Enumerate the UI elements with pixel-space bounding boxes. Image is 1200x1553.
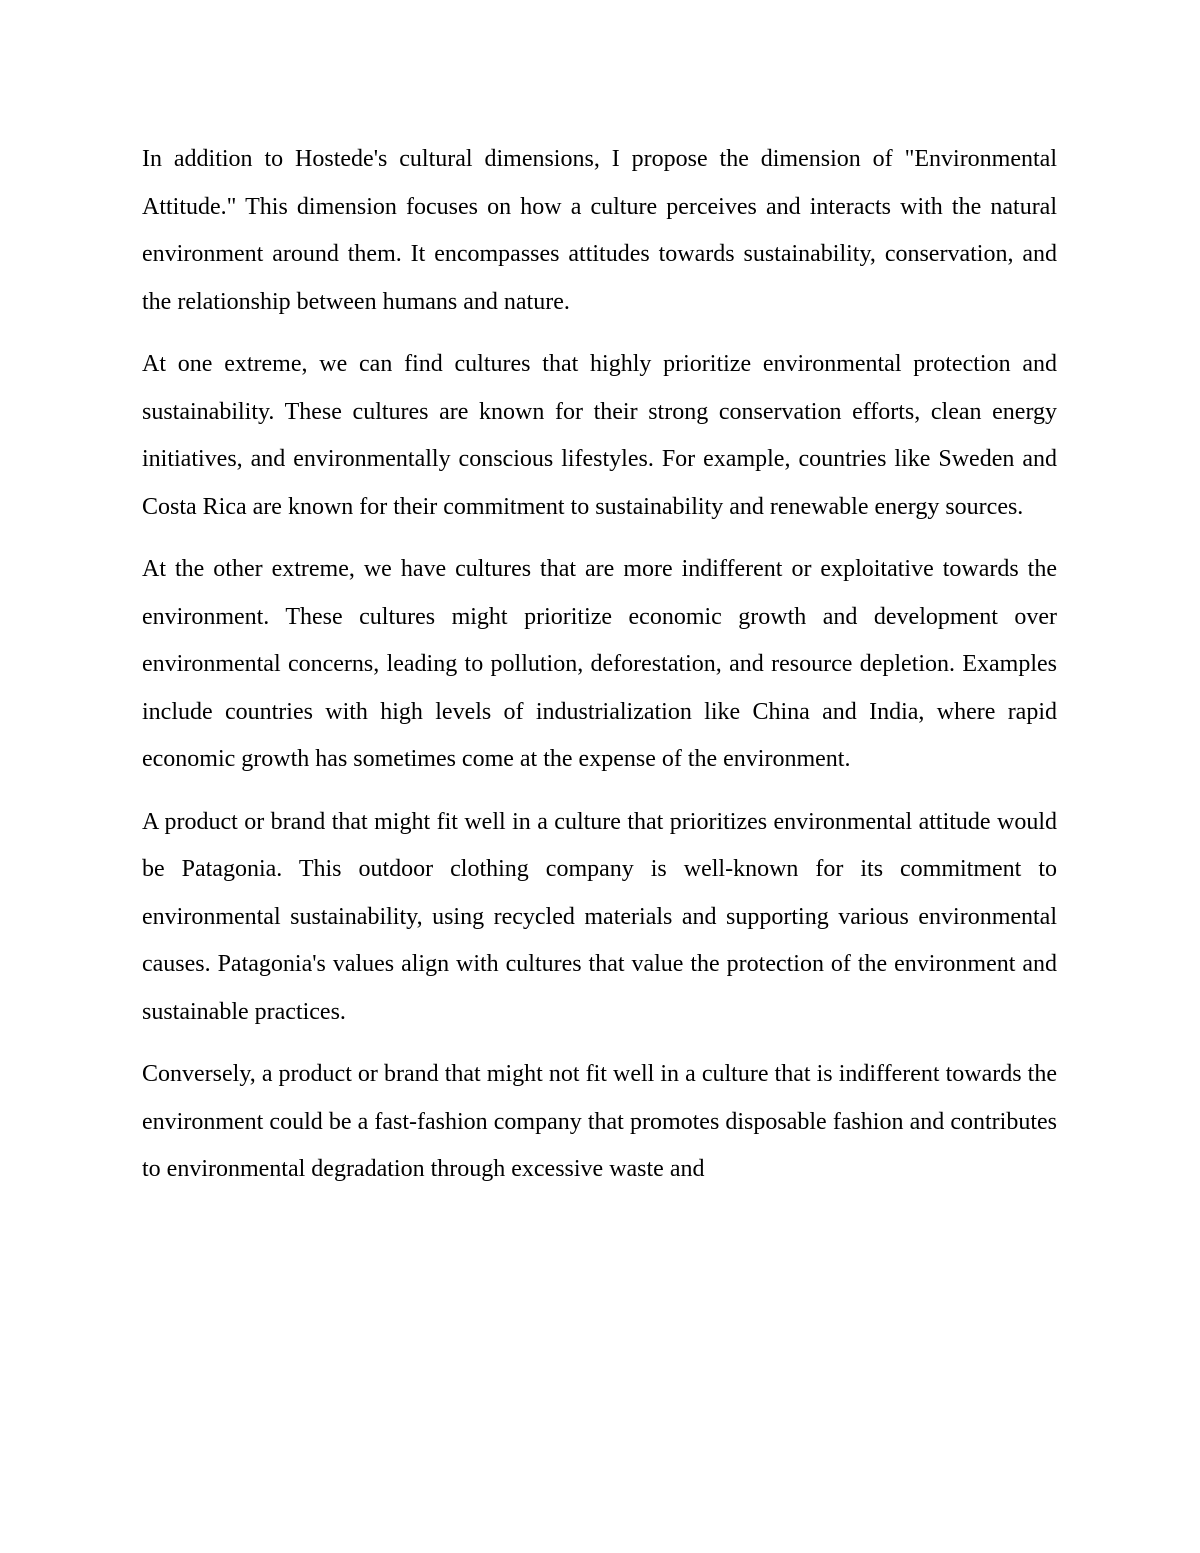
- paragraph-patagonia-example: A product or brand that might fit well in a culture that prioritizes environmental attitude would be Patagonia. This outdoor clothing company is well-known for its commitment to environmental sustainability, using recycled materials and supporting various environmental causes. Patagonia's values align with cultures that value the protection of the environment and sustainable practices.: [142, 808, 1057, 1025]
- paragraph-prioritize-environment: At one extreme, we can find cultures that highly prioritize environmental protection and sustainability. These cultures are known for their strong conservation efforts, clean energy initiatives, and environmentally conscious lifestyles. For example, countries like Sweden and Costa Rica are known for their commitment to sustainability and renewable energy sources.: [142, 351, 1057, 520]
- paragraph-environmental-attitude-intro: In addition to Hostede's cultural dimensions, I propose the dimension of "Environmental Attitude." This dimension focuses on how a culture perceives and interacts with the natural environment around them. It encompasses attitudes towards sustainability, conservation, and the relationship between humans and nature.: [142, 146, 1057, 315]
- paragraph-indifferent-environment: At the other extreme, we have cultures that are more indifferent or exploitative towards the environment. These cultures might prioritize economic growth and development over environmental concerns, leading to pollution, deforestation, and resource depletion. Examples include countries with high levels of industrialization like China and India, where rapid economic growth has sometimes come at the expense of the environment.: [142, 556, 1057, 772]
- document-body: [142, 136, 1057, 1193]
- paragraph-fast-fashion-example: Conversely, a product or brand that might not fit well in a culture that is indifferent towards the environment could be a fast-fashion company that promotes disposable fashion and contributes to environmental degradation through excessive waste and: [142, 1061, 1057, 1182]
